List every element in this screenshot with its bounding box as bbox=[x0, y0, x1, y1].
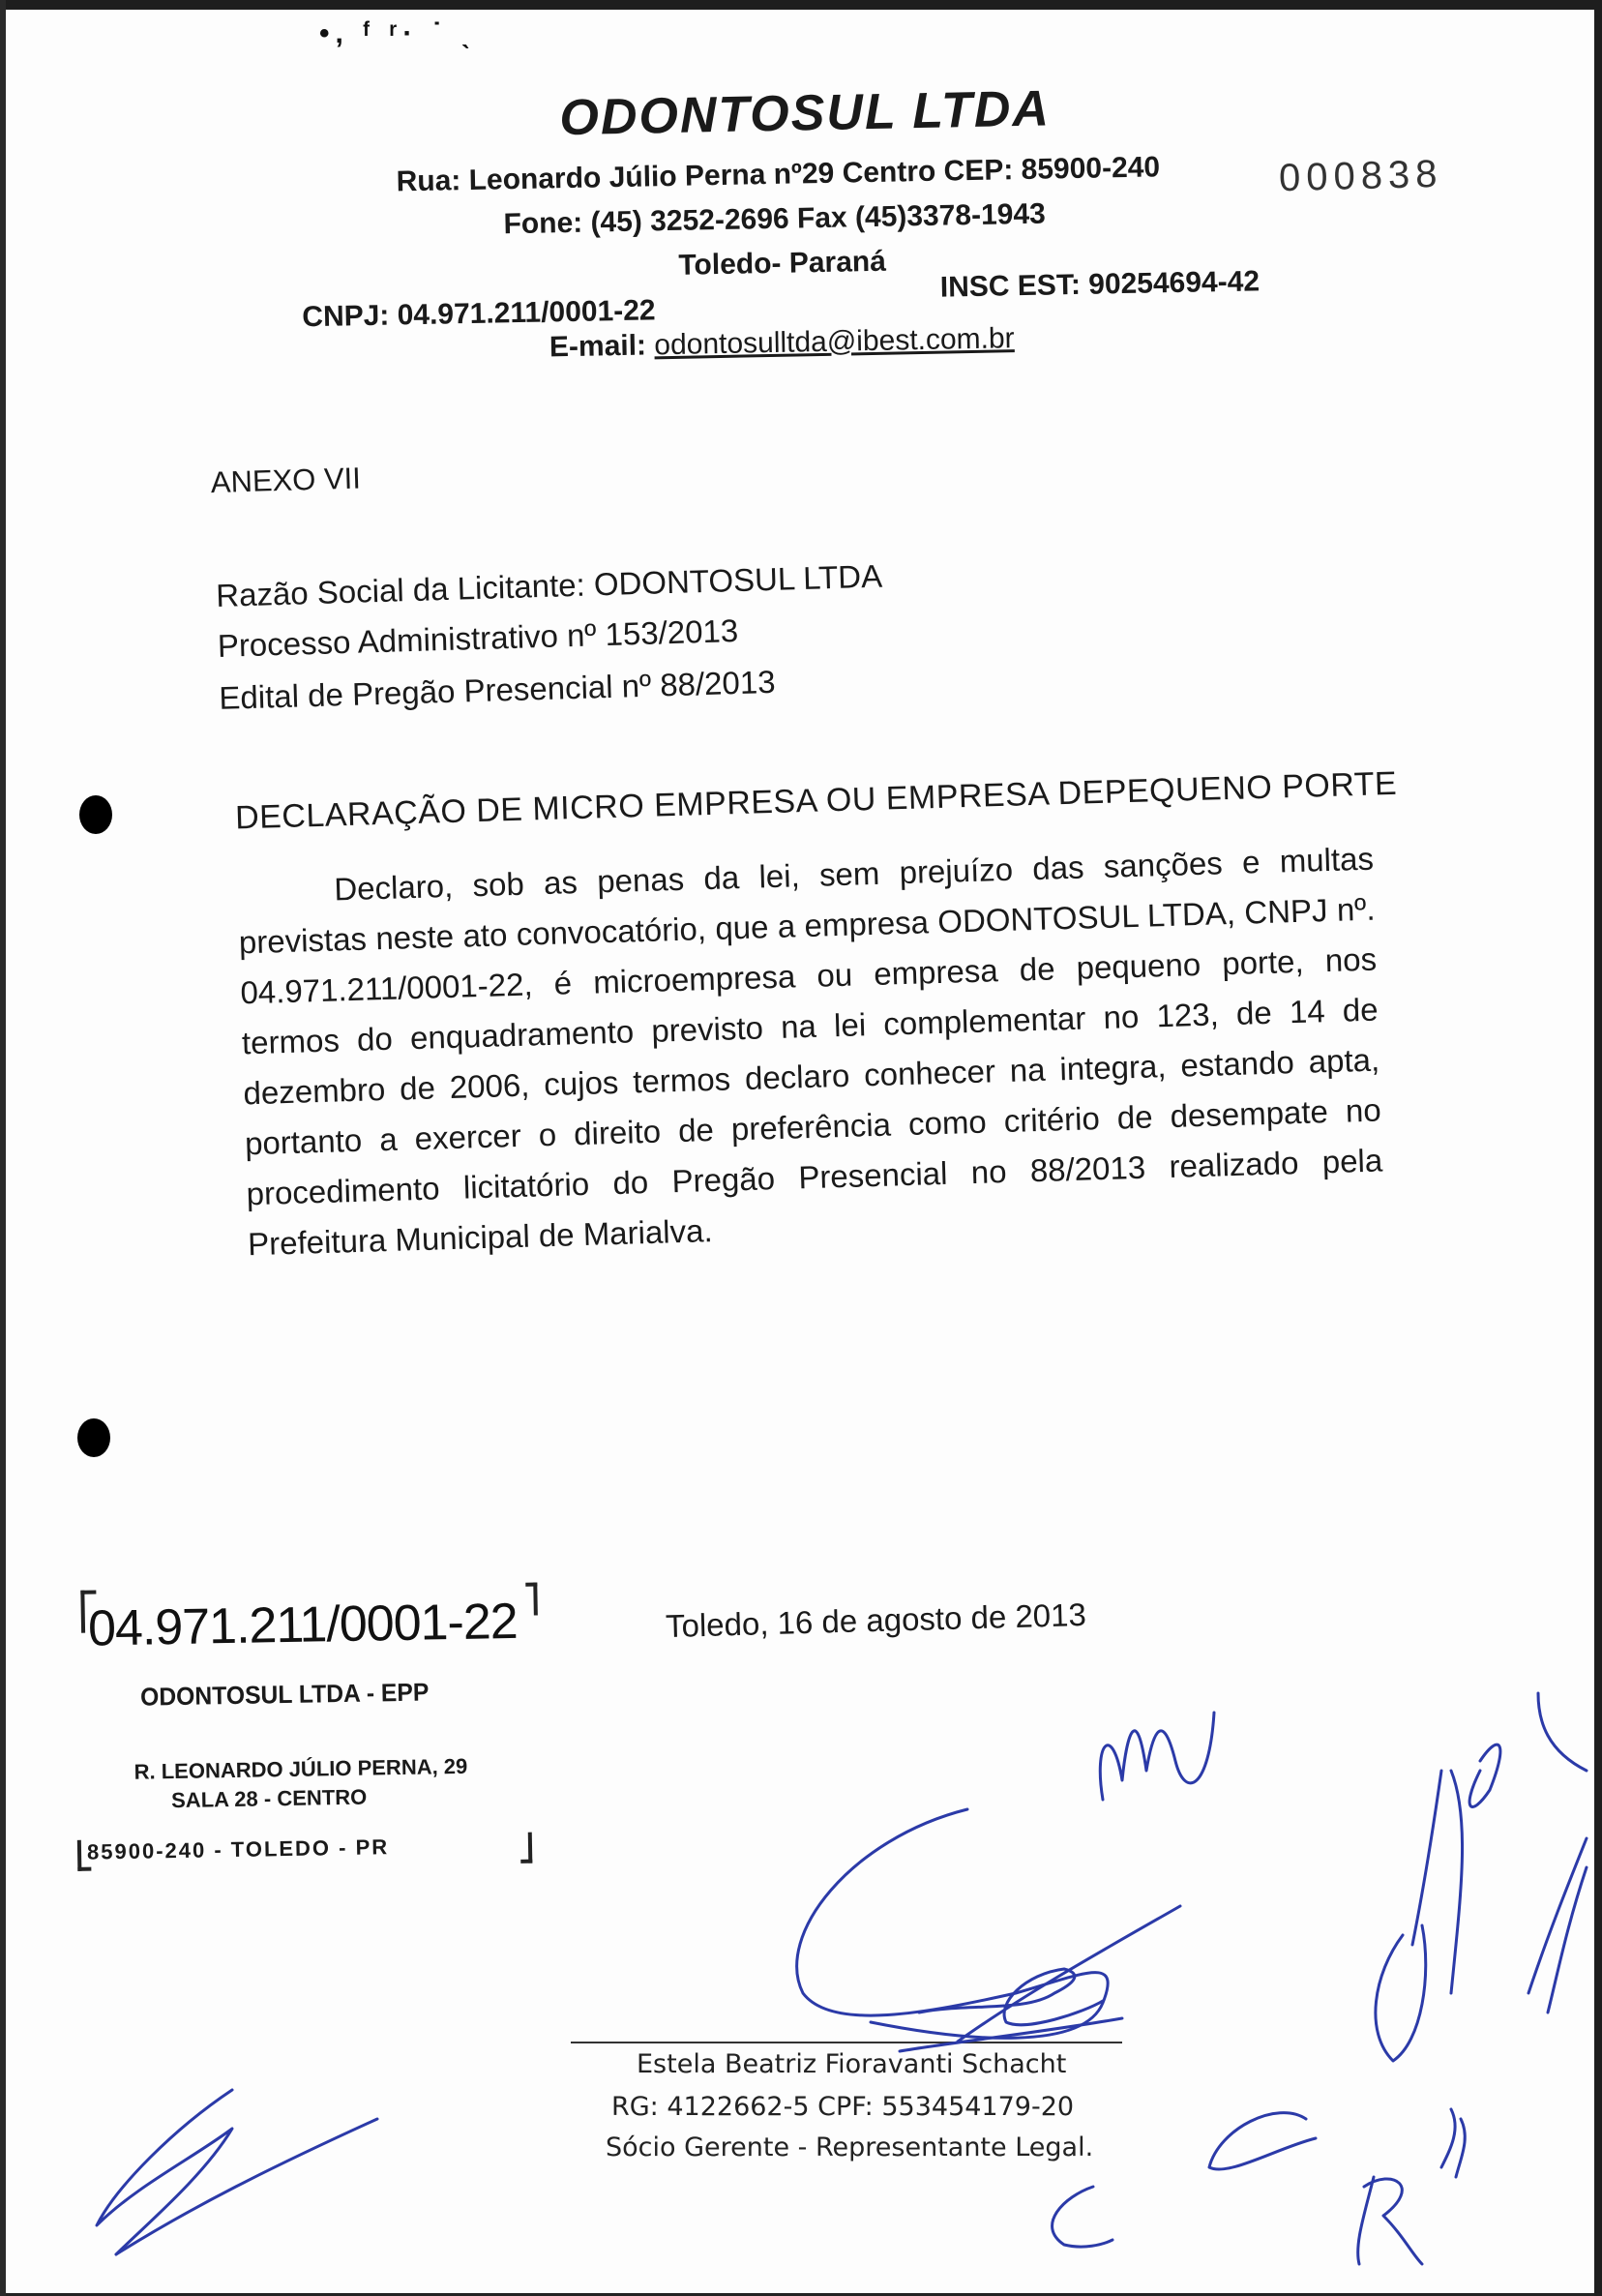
stamp-room: SALA 28 - CENTRO bbox=[170, 1784, 368, 1813]
initials-stroke bbox=[1441, 2109, 1465, 2177]
company-city: Toledo- Paraná bbox=[678, 245, 887, 282]
email-link[interactable]: odontosulltda@ibest.com.br bbox=[654, 322, 1015, 362]
punch-hole bbox=[77, 1418, 110, 1457]
punch-hole bbox=[79, 795, 112, 834]
stamp-cep-city: 85900-240 - TOLEDO - PR bbox=[86, 1834, 390, 1864]
signatory-role: Sócio Gerente - Representante Legal. bbox=[606, 2132, 1094, 2162]
signature-rule bbox=[571, 2042, 1122, 2043]
signature-stroke bbox=[919, 1906, 1180, 2042]
company-insc-est: INSC EST: 90254694-42 bbox=[939, 265, 1261, 304]
edital-line: Edital de Pregão Presencial nº 88/2013 bbox=[218, 663, 777, 716]
signature-block bbox=[571, 2032, 1151, 2293]
scan-edge-right bbox=[1594, 0, 1602, 2296]
declaration-paragraph: Declaro, sob as penas da lei, sem prejuízo das sanções e multas previstas neste ato convocatório, que a empresa ODONTOSUL LTDA, CNPJ nº. 04.971.211/0001-22, é microempresa ou empresa de pequeno porte, nos termos do enquadramento previsto na lei complementar no 123, de 14 de dezembro de 2006, cujos termos declaro conhecer na integra, estando apta, portanto a exercer o direito de preferência como critério de desempate no procedimento licitatório do Pregão Presencial no 88/2013 realizado pela Prefeitura Municipal de Marialva. bbox=[238, 840, 1383, 1263]
company-name: ODONTOSUL LTDA bbox=[558, 80, 1052, 147]
scan-edge-left bbox=[0, 0, 6, 2296]
company-phone-fax: Fone: (45) 3252-2696 Fax (45)3378-1943 bbox=[503, 197, 1047, 241]
initials-stroke bbox=[1469, 1744, 1500, 1806]
ink-specks: •, ᶠ ʳ· ˙ ˎ bbox=[319, 17, 477, 49]
signatory-ids: RG: 4122662-5 CPF: 553454179-20 bbox=[611, 2092, 1075, 2122]
signature-stroke bbox=[1100, 1713, 1214, 1800]
email-label: E-mail: bbox=[549, 329, 647, 364]
company-email-line bbox=[549, 322, 1015, 364]
initials-stroke bbox=[1376, 1771, 1463, 2061]
annex-title: ANEXO VII bbox=[210, 461, 362, 500]
stamp-street: R. LEONARDO JÚLIO PERNA, 29 bbox=[134, 1753, 468, 1784]
date-line: Toledo, 16 de agosto de 2013 bbox=[665, 1595, 1087, 1645]
stamp-company-name: ODONTOSUL LTDA - EPP bbox=[139, 1677, 430, 1712]
signatory-name: Estela Beatriz Fioravanti Schacht bbox=[637, 2049, 1067, 2079]
initials-stroke bbox=[1538, 1693, 1587, 1771]
company-address: Rua: Leonardo Júlio Perna nº29 Centro CEP: 85900-240 bbox=[396, 151, 1161, 198]
stamp-bracket bbox=[525, 1582, 538, 1615]
page-number: 000838 bbox=[1278, 152, 1444, 200]
initials-stroke bbox=[116, 2119, 377, 2254]
signature-stroke bbox=[797, 1809, 1108, 2038]
declaration-title: DECLARAÇÃO DE MICRO EMPRESA OU EMPRESA DEPEQUENO PORTE bbox=[234, 764, 1398, 837]
initials-stroke bbox=[1209, 2113, 1316, 2169]
initials-stroke bbox=[97, 2090, 232, 2254]
stamp-bracket bbox=[520, 1833, 533, 1864]
stamp-cnpj: 04.971.211/0001-22 bbox=[87, 1593, 519, 1657]
company-stamp bbox=[53, 1573, 523, 1900]
scan-edge-top bbox=[0, 0, 1602, 10]
initials-stroke bbox=[1358, 2177, 1422, 2264]
initials-stroke bbox=[1528, 1838, 1587, 2013]
company-line: Razão Social da Licitante: ODONTOSUL LTDA bbox=[215, 557, 883, 613]
process-line: Processo Administrativo nº 153/2013 bbox=[217, 611, 739, 664]
company-cnpj: CNPJ: 04.971.211/0001-22 bbox=[302, 294, 656, 334]
